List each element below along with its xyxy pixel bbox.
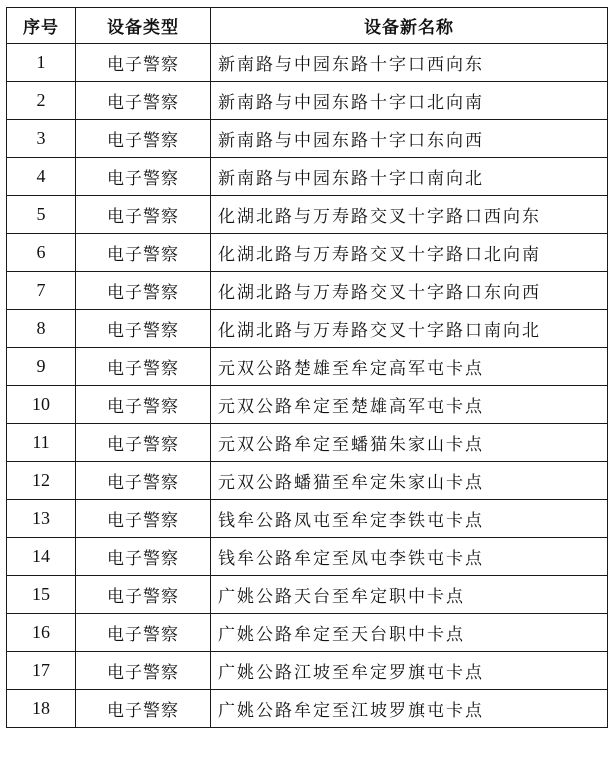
serial-number-cell: 2 xyxy=(7,82,76,120)
device-type-cell: 电子警察 xyxy=(76,690,211,728)
header-serial-number: 序号 xyxy=(7,8,76,44)
serial-number-cell: 13 xyxy=(7,500,76,538)
device-type-cell: 电子警察 xyxy=(76,538,211,576)
device-type-cell: 电子警察 xyxy=(76,310,211,348)
device-type-cell: 电子警察 xyxy=(76,272,211,310)
serial-number-cell: 9 xyxy=(7,348,76,386)
device-name-cell: 化湖北路与万寿路交叉十字路口北向南 xyxy=(211,234,608,272)
table-row xyxy=(7,82,608,120)
device-type-cell: 电子警察 xyxy=(76,500,211,538)
table-row xyxy=(7,120,608,158)
serial-number-cell: 16 xyxy=(7,614,76,652)
table-row xyxy=(7,576,608,614)
table-row xyxy=(7,690,608,728)
table-row xyxy=(7,386,608,424)
device-name-cell: 广姚公路牟定至天台职中卡点 xyxy=(211,614,608,652)
table-body xyxy=(7,44,608,728)
device-name-cell: 元双公路楚雄至牟定高军屯卡点 xyxy=(211,348,608,386)
table-row xyxy=(7,424,608,462)
serial-number-cell: 5 xyxy=(7,196,76,234)
serial-number-cell: 7 xyxy=(7,272,76,310)
device-type-cell: 电子警察 xyxy=(76,82,211,120)
device-name-cell: 化湖北路与万寿路交叉十字路口西向东 xyxy=(211,196,608,234)
device-type-cell: 电子警察 xyxy=(76,424,211,462)
table-row xyxy=(7,196,608,234)
device-type-cell: 电子警察 xyxy=(76,614,211,652)
device-type-cell: 电子警察 xyxy=(76,234,211,272)
device-name-cell: 元双公路牟定至楚雄高军屯卡点 xyxy=(211,386,608,424)
device-name-cell: 新南路与中园东路十字口西向东 xyxy=(211,44,608,82)
serial-number-cell: 1 xyxy=(7,44,76,82)
serial-number-cell: 8 xyxy=(7,310,76,348)
header-row xyxy=(7,8,608,44)
table-row xyxy=(7,614,608,652)
table-row xyxy=(7,652,608,690)
header-device-new-name: 设备新名称 xyxy=(211,8,608,44)
device-type-cell: 电子警察 xyxy=(76,158,211,196)
device-type-cell: 电子警察 xyxy=(76,386,211,424)
serial-number-cell: 15 xyxy=(7,576,76,614)
serial-number-cell: 3 xyxy=(7,120,76,158)
device-name-table xyxy=(6,7,608,728)
device-name-cell: 广姚公路牟定至江坡罗旗屯卡点 xyxy=(211,690,608,728)
device-name-cell: 元双公路蟠猫至牟定朱家山卡点 xyxy=(211,462,608,500)
table-row xyxy=(7,310,608,348)
device-name-cell: 新南路与中园东路十字口北向南 xyxy=(211,82,608,120)
device-type-cell: 电子警察 xyxy=(76,196,211,234)
device-name-cell: 元双公路牟定至蟠猫朱家山卡点 xyxy=(211,424,608,462)
device-type-cell: 电子警察 xyxy=(76,44,211,82)
table-row xyxy=(7,348,608,386)
table-row xyxy=(7,500,608,538)
table-row xyxy=(7,234,608,272)
serial-number-cell: 4 xyxy=(7,158,76,196)
table-row xyxy=(7,538,608,576)
table-row xyxy=(7,462,608,500)
serial-number-cell: 17 xyxy=(7,652,76,690)
table-row xyxy=(7,158,608,196)
table-header xyxy=(7,8,608,44)
table-row xyxy=(7,44,608,82)
device-type-cell: 电子警察 xyxy=(76,348,211,386)
device-type-cell: 电子警察 xyxy=(76,120,211,158)
device-name-cell: 广姚公路江坡至牟定罗旗屯卡点 xyxy=(211,652,608,690)
device-name-cell: 钱牟公路凤屯至牟定李铁屯卡点 xyxy=(211,500,608,538)
serial-number-cell: 6 xyxy=(7,234,76,272)
device-type-cell: 电子警察 xyxy=(76,576,211,614)
serial-number-cell: 12 xyxy=(7,462,76,500)
device-name-cell: 新南路与中园东路十字口南向北 xyxy=(211,158,608,196)
table-row xyxy=(7,272,608,310)
device-type-cell: 电子警察 xyxy=(76,652,211,690)
serial-number-cell: 11 xyxy=(7,424,76,462)
serial-number-cell: 18 xyxy=(7,690,76,728)
device-name-cell: 新南路与中园东路十字口东向西 xyxy=(211,120,608,158)
device-name-cell: 广姚公路天台至牟定职中卡点 xyxy=(211,576,608,614)
serial-number-cell: 10 xyxy=(7,386,76,424)
device-name-cell: 化湖北路与万寿路交叉十字路口东向西 xyxy=(211,272,608,310)
device-name-cell: 化湖北路与万寿路交叉十字路口南向北 xyxy=(211,310,608,348)
serial-number-cell: 14 xyxy=(7,538,76,576)
device-name-cell: 钱牟公路牟定至凤屯李铁屯卡点 xyxy=(211,538,608,576)
header-device-type: 设备类型 xyxy=(76,8,211,44)
device-type-cell: 电子警察 xyxy=(76,462,211,500)
